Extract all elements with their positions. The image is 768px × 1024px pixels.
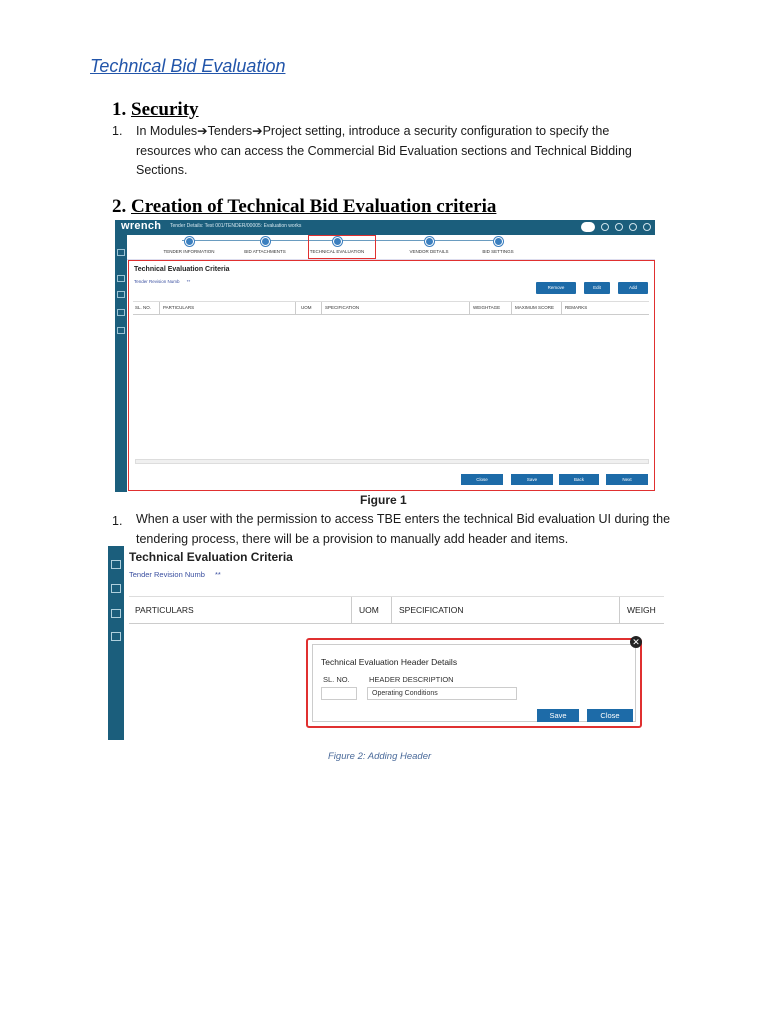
horizontal-scrollbar[interactable] xyxy=(135,459,649,464)
security-item-number: 1. xyxy=(112,124,123,138)
tbe-item-text xyxy=(136,510,736,549)
stepper-bar xyxy=(127,235,655,260)
sidebar-zoom-icon[interactable] xyxy=(117,275,125,282)
criteria-heading: Technical Evaluation Criteria xyxy=(129,550,293,564)
col-divider xyxy=(561,302,562,314)
col-divider xyxy=(295,302,296,314)
tbe-line-2: tendering process, there will be a provision to manually add header and items. xyxy=(136,531,569,546)
security-line-2: resources who can access the Commercial Bid Evaluation sections and Technical Bidding xyxy=(136,143,632,158)
step-check-icon xyxy=(261,237,270,246)
sidebar-pencil-icon[interactable] xyxy=(117,327,125,334)
sidebar-grid-icon[interactable] xyxy=(111,609,121,618)
save-button[interactable]: Save xyxy=(511,474,553,485)
sidebar-grid-icon[interactable] xyxy=(117,309,125,316)
section-2-title: Creation of Technical Bid Evaluation criteria xyxy=(131,196,497,217)
col-divider xyxy=(619,597,620,623)
add-button[interactable]: Add xyxy=(618,282,648,294)
modal-title: Technical Evaluation Header Details xyxy=(321,657,458,667)
col-particulars: PARTICULARS xyxy=(135,605,194,615)
search-icon[interactable] xyxy=(581,222,595,232)
header-description-label: HEADER DESCRIPTION xyxy=(369,675,454,684)
sidebar-search-icon[interactable] xyxy=(111,560,121,569)
section-1-heading xyxy=(112,99,199,121)
bell-icon[interactable] xyxy=(615,223,623,231)
section-2-heading xyxy=(112,196,496,218)
app-sidebar xyxy=(108,546,124,740)
step-tender-information[interactable] xyxy=(149,235,229,254)
step-bid-settings[interactable] xyxy=(458,235,538,254)
criteria-table-header xyxy=(129,596,664,624)
sl-no-label: SL. NO. xyxy=(323,675,350,684)
tender-revision xyxy=(134,279,190,284)
criteria-table-header xyxy=(133,301,649,315)
revision-label: Tender Revision Numb xyxy=(129,570,205,579)
col-particulars: PARTICULARS xyxy=(163,305,195,310)
tender-details: Tender Details: Test 001/TENDER/00005: Evaluation works xyxy=(170,223,302,229)
sidebar-search-icon[interactable] xyxy=(117,249,125,256)
revision-value: ** xyxy=(214,570,221,579)
step-vendor-details[interactable] xyxy=(389,235,469,254)
step-check-icon xyxy=(494,237,503,246)
modal-save-button[interactable]: Save xyxy=(537,709,579,722)
tbe-item-number: 1. xyxy=(112,514,123,528)
header-description-input[interactable]: Operating Conditions xyxy=(367,687,517,700)
close-button[interactable]: Close xyxy=(461,474,503,485)
figure-2-screenshot xyxy=(108,546,664,740)
col-specification: SPECIFICATION xyxy=(399,605,464,615)
col-sl-no: SL. NO. xyxy=(135,305,152,310)
col-divider xyxy=(511,302,512,314)
highlight-technical-evaluation-tab xyxy=(308,235,376,259)
section-1-number: 1. xyxy=(112,99,127,120)
back-button[interactable]: Back xyxy=(559,474,599,485)
col-maximum-score: MAXIMUM SCORE xyxy=(515,305,555,310)
col-specification: SPECIFICATION xyxy=(325,305,360,310)
step-label: BID SETTINGS xyxy=(482,249,514,254)
step-check-icon xyxy=(185,237,194,246)
figure-2-caption: Figure 2: Adding Header xyxy=(328,751,432,762)
tender-revision xyxy=(129,570,221,579)
security-item-text xyxy=(136,122,696,181)
col-weightage: WEIGHTAGE xyxy=(473,305,501,310)
user-icon[interactable] xyxy=(643,223,651,231)
step-label: TECHNICAL EVALUATION xyxy=(309,249,365,254)
modal-body xyxy=(312,644,636,722)
info-icon[interactable] xyxy=(629,223,637,231)
figure-1-screenshot xyxy=(115,220,655,492)
criteria-panel xyxy=(128,260,655,491)
col-remarks: REMARKS xyxy=(565,305,588,310)
app-top-bar xyxy=(115,220,655,235)
signal-icon[interactable] xyxy=(601,223,609,231)
header-details-modal xyxy=(306,638,642,728)
tbe-line-1: When a user with the permission to access TBE enters the technical Bid evaluation UI during the xyxy=(136,512,671,526)
app-sidebar xyxy=(115,235,127,492)
col-uom: UOM xyxy=(359,605,379,615)
security-line-3: Sections. xyxy=(136,163,188,177)
step-check-icon xyxy=(425,237,434,246)
sl-no-input[interactable] xyxy=(321,687,357,700)
col-divider xyxy=(321,302,322,314)
top-bar-icons xyxy=(581,222,651,232)
document-title: Technical Bid Evaluation xyxy=(90,56,286,76)
section-1-title: Security xyxy=(131,99,199,120)
col-divider xyxy=(391,597,392,623)
section-2-number: 2. xyxy=(112,196,127,217)
sidebar-folder-icon[interactable] xyxy=(117,291,125,298)
step-bid-attachments[interactable] xyxy=(225,235,305,254)
col-divider xyxy=(351,597,352,623)
modal-close-button[interactable]: Close xyxy=(587,709,633,722)
step-label: VENDOR DETAILS xyxy=(409,249,449,254)
wrench-logo: wrench xyxy=(121,220,162,232)
sidebar-folder-icon[interactable] xyxy=(111,584,121,593)
col-weightage: WEIGH xyxy=(627,605,656,615)
close-icon[interactable]: ✕ xyxy=(630,636,642,648)
figure-1-caption: Figure 1 xyxy=(360,493,407,507)
col-divider xyxy=(159,302,160,314)
edit-button[interactable]: Edit xyxy=(584,282,610,294)
criteria-heading: Technical Evaluation Criteria xyxy=(134,266,230,273)
revision-label: Tender Revision Numb xyxy=(134,279,180,284)
step-label: BID ATTACHMENTS xyxy=(244,249,286,254)
revision-value: ** xyxy=(186,279,191,284)
step-label: TENDER INFORMATION xyxy=(163,249,215,254)
sidebar-pencil-icon[interactable] xyxy=(111,632,121,641)
remove-button[interactable]: Remove xyxy=(536,282,576,294)
col-uom: UOM xyxy=(301,305,312,310)
col-divider xyxy=(469,302,470,314)
security-line-1: In Modules➔Tenders➔Project setting, introduce a security configuration to specify the xyxy=(136,124,610,138)
next-button[interactable]: Next xyxy=(606,474,648,485)
